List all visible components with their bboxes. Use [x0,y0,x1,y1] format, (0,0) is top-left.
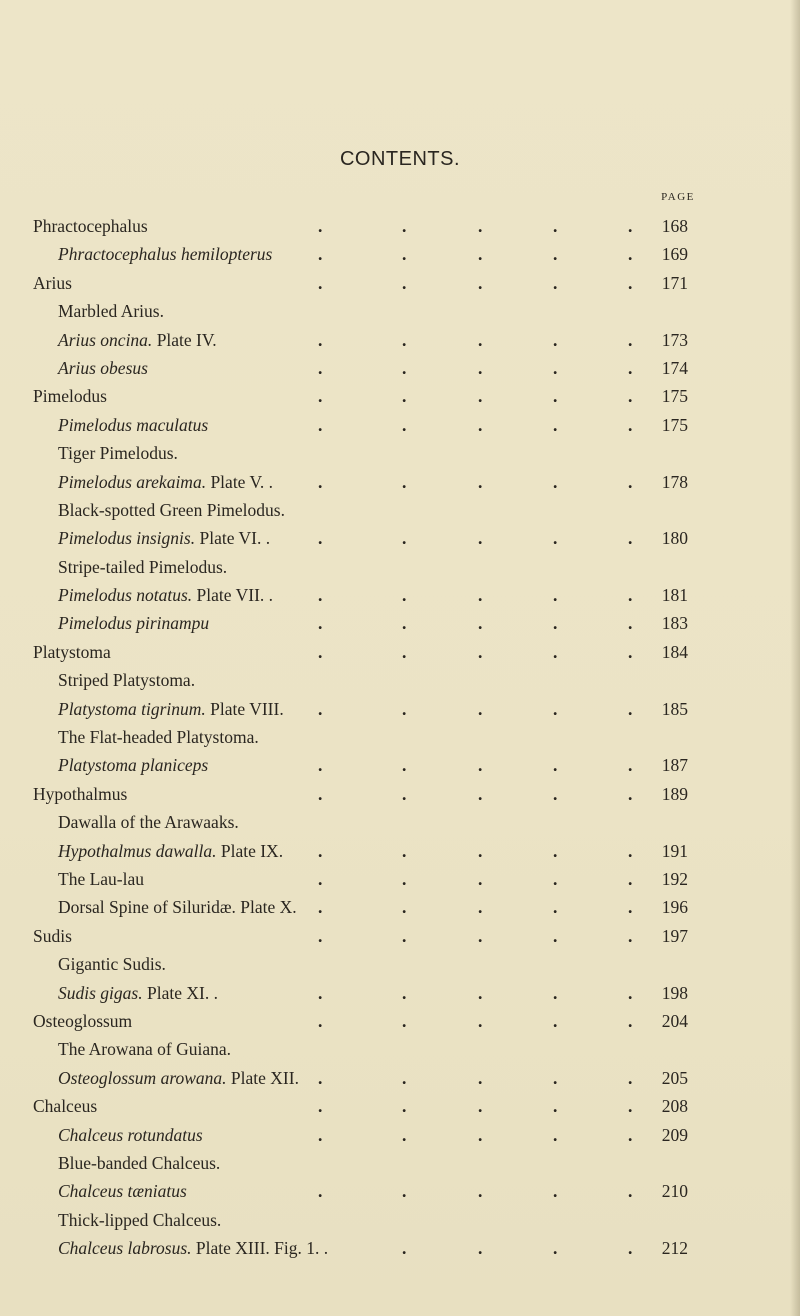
leader-dot: . [628,216,633,236]
leader-dot: . [478,925,483,946]
toc-page-number: 184 [661,641,688,662]
leader-dot: . [628,1238,633,1259]
leader-dot: . [628,244,633,265]
leader-dot: . [553,471,558,492]
toc-entry-title [58,1035,231,1063]
leader-dot: . [402,698,407,719]
leader-dot: . [628,641,633,662]
leader-dot: . [402,272,407,293]
toc-entry-text: Pimelodus maculatus [58,414,209,435]
leader-dot: . [628,868,633,889]
leader-dot: . [628,1124,633,1145]
toc-entry [0,723,800,751]
toc-entry [0,439,800,467]
toc-page-number: 180 [661,528,688,549]
leader-dot: . [628,386,633,407]
leader-dot: . [628,1096,633,1117]
toc-entry-title [58,496,285,524]
toc-entry-title [58,609,209,637]
toc-entry-plate: Plate XII. [226,1067,299,1088]
leader-dot: . [628,1010,633,1031]
leader-dot: . [318,386,323,407]
leader-dot: . [478,272,483,293]
toc-page-number: 196 [661,897,688,918]
toc-entry-title [58,297,164,325]
leader-dot: . [553,698,558,719]
toc-entry-title [58,1064,299,1092]
toc-entry [0,638,800,666]
toc-page-number: 183 [661,613,688,634]
leader-dot: . [318,613,323,634]
toc-entry [0,837,800,865]
toc-entry [0,1007,800,1035]
toc-entry-title [58,723,259,751]
toc-entry-text: Hypothalmus dawalla. [58,840,217,861]
leader-dot: . [318,272,323,293]
leader-dot: . [318,357,323,378]
leader-dot: . [553,1124,558,1145]
toc-entry-plate: Plate XI. . [142,982,218,1003]
leader-dot: . [318,528,323,549]
toc-entry-text: Hypothalmus [33,783,128,804]
leader-dot: . [402,471,407,492]
toc-entry-text: The Lau-lau [58,868,144,889]
toc-entry-text: Blue-banded Chalceus. [58,1152,221,1173]
leader-dot: . [478,244,483,265]
toc-entry-text: Chalceus tæniatus [58,1181,187,1202]
leader-dot: . [628,613,633,634]
leader-dot: . [478,783,483,804]
toc-entry [0,751,800,779]
toc-entry [0,1177,800,1205]
toc-page-number: 168 [661,216,688,236]
toc-entry [0,212,800,240]
leader-dot: . [402,528,407,549]
toc-entry [0,553,800,581]
toc-entry-title [58,1206,221,1234]
toc-entry-text: Tiger Pimelodus. [58,443,178,464]
leader-dot: . [402,329,407,350]
toc-entry [0,382,800,410]
leader-dot: . [478,897,483,918]
leader-dot: . [402,613,407,634]
leader-dot: . [628,925,633,946]
toc-page-number: 205 [661,1067,688,1088]
toc-entry-plate: Plate XIII. Fig. 1. . [191,1238,329,1259]
leader-dot: . [478,1181,483,1202]
leader-dot: . [402,783,407,804]
leader-dot: . [478,1010,483,1031]
leader-dot: . [478,698,483,719]
leader-dot: . [478,414,483,435]
leader-dot: . [478,1067,483,1088]
leader-dot: . [628,471,633,492]
toc-entry-text: Gigantic Sudis. [58,954,166,975]
toc-entry-title [58,950,166,978]
leader-dot: . [402,386,407,407]
toc-entry-text: The Flat-headed Platystoma. [58,727,259,748]
toc-page-number: 208 [661,1096,688,1117]
leader-dot: . [478,1096,483,1117]
toc-page-number: 171 [661,272,688,293]
leader-dot: . [318,783,323,804]
toc-entry-text: Phractocephalus [33,216,148,236]
toc-entry-title [58,326,217,354]
leader-dot: . [478,216,483,236]
toc-entry [0,269,800,297]
leader-dot: . [553,329,558,350]
leader-dot: . [318,329,323,350]
toc-entry-title [58,581,273,609]
toc-entry-title [33,382,107,410]
toc-entry [0,581,800,609]
leader-dot: . [553,925,558,946]
contents-list [0,212,800,1262]
leader-dot: . [318,868,323,889]
toc-entry-text: Osteoglossum arowana. [58,1067,227,1088]
leader-dot: . [478,528,483,549]
page-edge-shadow [790,0,800,1316]
leader-dot: . [628,272,633,293]
leader-dot: . [553,414,558,435]
toc-page-number: 209 [661,1124,688,1145]
toc-page-number: 175 [661,414,688,435]
leader-dot: . [402,840,407,861]
toc-entry [0,609,800,637]
leader-dot: . [478,641,483,662]
toc-entry-title [58,837,283,865]
toc-entry-title [33,269,72,297]
leader-dot: . [553,1181,558,1202]
leader-dot: . [402,1067,407,1088]
toc-page-number: 173 [661,329,688,350]
toc-entry-text: Stripe-tailed Pimelodus. [58,556,228,577]
toc-entry-title [58,695,284,723]
toc-entry-plate: Plate VIII. [205,698,284,719]
toc-entry-title [58,1149,220,1177]
leader-dot: . [553,357,558,378]
leader-dot: . [628,528,633,549]
toc-entry [0,524,800,552]
leader-dot: . [318,585,323,606]
toc-entry-title [58,468,273,496]
toc-entry-text: Pimelodus insignis. [58,528,196,549]
toc-entry [0,865,800,893]
toc-entry-title [58,354,148,382]
leader-dot: . [318,1010,323,1031]
toc-page-number: 175 [661,386,688,407]
leader-dot: . [553,755,558,776]
toc-entry [0,297,800,325]
toc-page-number: 212 [661,1238,688,1259]
toc-entry [0,1206,800,1234]
leader-dot: . [478,982,483,1003]
toc-entry-title [58,666,195,694]
leader-dot: . [402,1010,407,1031]
toc-page-number: 178 [661,471,688,492]
toc-entry-title [33,922,72,950]
toc-entry-text: Marbled Arius. [58,301,164,322]
toc-entry [0,666,800,694]
toc-entry-title [58,893,297,921]
toc-entry [0,1121,800,1149]
toc-entry-text: Phractocephalus hemilopterus [58,244,273,265]
leader-dot: . [628,414,633,435]
toc-entry-title [58,751,208,779]
leader-dot: . [478,755,483,776]
toc-entry-title [58,240,272,268]
toc-entry [0,780,800,808]
leader-dot: . [402,585,407,606]
leader-dot: . [318,982,323,1003]
leader-dot: . [402,244,407,265]
toc-page-number: 197 [661,925,688,946]
toc-entry-text: Striped Platystoma. [58,670,196,691]
leader-dot: . [628,1067,633,1088]
leader-dot: . [318,641,323,662]
toc-entry-text: Chalceus [33,1096,98,1117]
leader-dot: . [478,613,483,634]
toc-entry-title [58,411,208,439]
leader-dot: . [553,244,558,265]
toc-entry-text: Platystoma [33,641,111,662]
leader-dot: . [318,1096,323,1117]
leader-dot: . [628,357,633,378]
toc-page-number: 181 [661,585,688,606]
toc-entry-text: Pimelodus notatus. [58,585,193,606]
toc-entry-title [58,979,218,1007]
leader-dot: . [402,641,407,662]
leader-dot: . [478,329,483,350]
leader-dot: . [402,868,407,889]
toc-entry-text: Pimelodus [33,386,107,407]
leader-dot: . [553,528,558,549]
toc-entry-title [33,212,148,240]
leader-dot: . [318,216,323,236]
leader-dot: . [553,613,558,634]
toc-entry [0,922,800,950]
toc-entry-text: Arius obesus [58,357,148,378]
toc-entry-title [33,780,127,808]
toc-entry-plate: Plate VI. . [195,528,271,549]
leader-dot: . [478,840,483,861]
leader-dot: . [318,840,323,861]
leader-dot: . [553,1238,558,1259]
toc-entry-title [58,1234,328,1262]
leader-dot: . [402,414,407,435]
toc-entry-text: Sudis gigas. [58,982,143,1003]
toc-page-number: 192 [661,868,688,889]
toc-page-number: 187 [661,755,688,776]
toc-entry-title [58,553,227,581]
leader-dot: . [478,868,483,889]
leader-dot: . [318,244,323,265]
leader-dot: . [628,982,633,1003]
toc-entry-title [33,1007,132,1035]
leader-dot: . [553,1096,558,1117]
leader-dot: . [402,755,407,776]
toc-entry [0,1064,800,1092]
leader-dot: . [402,1096,407,1117]
toc-entry-text: Dawalla of the Arawaaks. [58,812,239,833]
page-column-label: PAGE [661,191,695,203]
leader-dot: . [553,1010,558,1031]
toc-entry-text: Arius [33,272,72,293]
toc-entry [0,1035,800,1063]
toc-page-number: 189 [661,783,688,804]
leader-dot: . [318,471,323,492]
toc-entry-title [58,865,144,893]
leader-dot: . [402,216,407,236]
toc-entry-text: Chalceus rotundatus [58,1124,203,1145]
toc-entry-title [33,638,111,666]
toc-page-number: 198 [661,982,688,1003]
toc-entry-plate: Plate IX. [216,840,284,861]
leader-dot: . [402,357,407,378]
toc-entry-title [33,1092,97,1120]
toc-page-number: 169 [661,244,688,265]
toc-entry [0,1092,800,1120]
leader-dot: . [478,471,483,492]
toc-entry-title [58,1121,203,1149]
toc-entry-title [58,439,178,467]
leader-dot: . [478,357,483,378]
leader-dot: . [628,783,633,804]
page-title: CONTENTS. [339,148,461,170]
leader-dot: . [318,755,323,776]
toc-entry [0,1234,800,1262]
leader-dot: . [402,897,407,918]
toc-entry [0,326,800,354]
toc-entry [0,468,800,496]
toc-entry-text: Platystoma tigrinum. [58,698,206,719]
leader-dot: . [402,982,407,1003]
leader-dot: . [553,868,558,889]
toc-entry-title [58,1177,187,1205]
leader-dot: . [553,783,558,804]
leader-dot: . [553,1067,558,1088]
toc-entry [0,354,800,382]
leader-dot: . [628,585,633,606]
leader-dot: . [318,1181,323,1202]
leader-dot: . [628,755,633,776]
leader-dot: . [628,1181,633,1202]
leader-dot: . [628,840,633,861]
toc-entry-text: Black-spotted Green Pimelodus. [58,499,285,520]
leader-dot: . [402,1124,407,1145]
toc-entry-text: Osteoglossum [33,1010,133,1031]
leader-dot: . [628,329,633,350]
toc-entry [0,1149,800,1177]
toc-entry-title [58,524,270,552]
leader-dot: . [318,925,323,946]
toc-entry [0,808,800,836]
leader-dot: . [402,1238,407,1259]
leader-dot: . [553,641,558,662]
leader-dot: . [478,585,483,606]
leader-dot: . [402,1181,407,1202]
toc-page-number: 210 [661,1181,688,1202]
toc-entry-plate: Plate V. . [206,471,274,492]
toc-entry [0,979,800,1007]
toc-page-number: 174 [661,357,688,378]
toc-entry [0,411,800,439]
leader-dot: . [318,897,323,918]
leader-dot: . [553,386,558,407]
toc-entry-text: Dorsal Spine of Siluridæ. Plate X. [58,897,297,918]
leader-dot: . [553,897,558,918]
leader-dot: . [553,982,558,1003]
leader-dot: . [478,1124,483,1145]
toc-entry [0,496,800,524]
toc-entry-text: Sudis [33,925,72,946]
leader-dot: . [553,840,558,861]
leader-dot: . [553,272,558,293]
toc-entry-text: Pimelodus arekaima. [58,471,207,492]
leader-dot: . [318,1124,323,1145]
toc-entry-text: Pimelodus pirinampu [58,613,210,634]
toc-entry-title [58,808,239,836]
leader-dot: . [318,698,323,719]
toc-entry-text: Thick-lipped Chalceus. [58,1209,222,1230]
toc-entry [0,695,800,723]
leader-dot: . [553,216,558,236]
leader-dot: . [553,585,558,606]
toc-entry-text: Platystoma planiceps [58,755,209,776]
toc-entry-text: Arius oncina. [58,329,153,350]
toc-page-number: 191 [661,840,688,861]
leader-dot: . [628,897,633,918]
leader-dot: . [628,698,633,719]
toc-entry-text: The Arowana of Guiana. [58,1039,231,1060]
leader-dot: . [478,386,483,407]
toc-entry-plate: Plate IV. [152,329,217,350]
leader-dot: . [318,1067,323,1088]
toc-entry [0,950,800,978]
toc-entry-text: Chalceus labrosus. [58,1238,192,1259]
toc-entry [0,893,800,921]
toc-page-number: 185 [661,698,688,719]
toc-entry-plate: Plate VII. . [192,585,274,606]
toc-page-number: 204 [661,1010,688,1031]
leader-dot: . [402,925,407,946]
toc-entry [0,240,800,268]
leader-dot: . [318,414,323,435]
leader-dot: . [478,1238,483,1259]
